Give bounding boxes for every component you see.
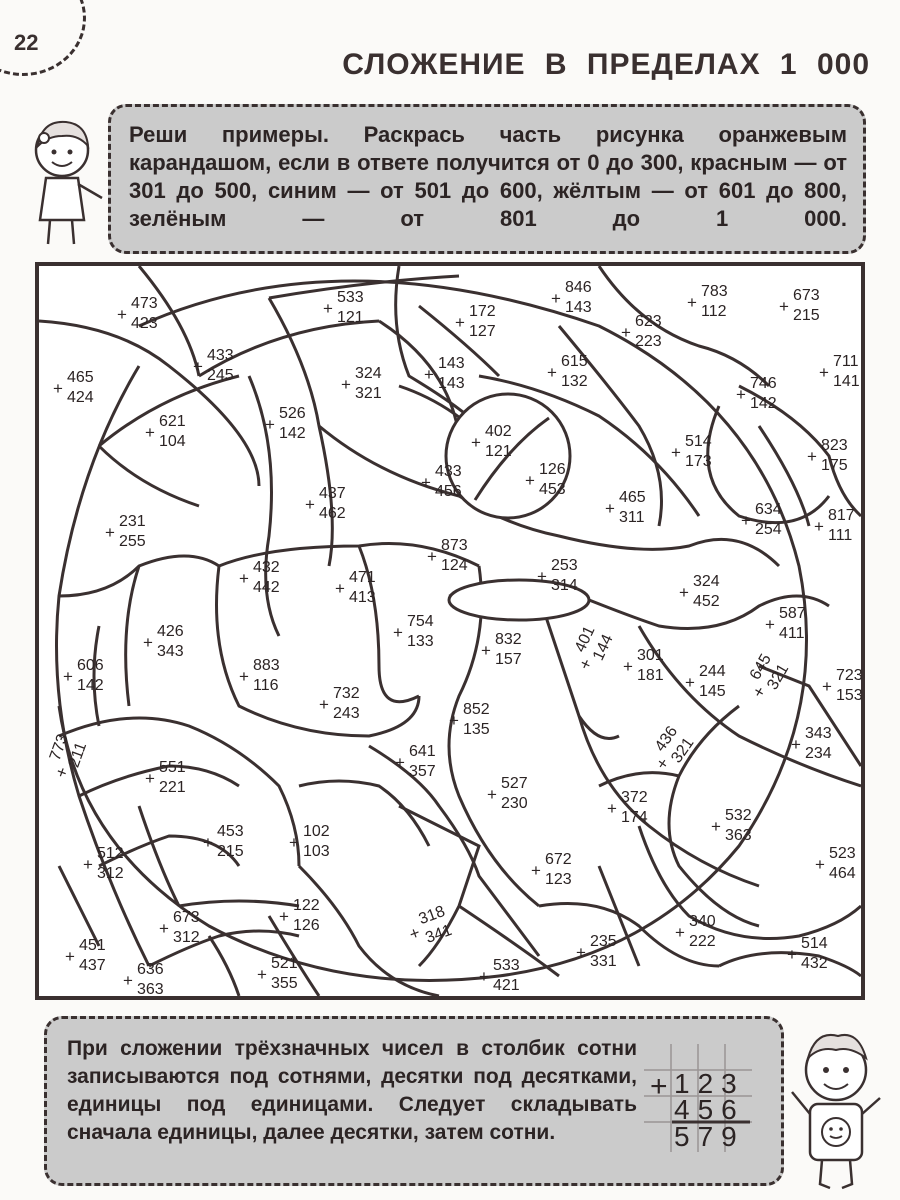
plus-sign: + xyxy=(427,547,437,566)
addition-exercise xyxy=(736,374,792,418)
first-addend: 523 xyxy=(829,845,856,862)
first-addend: 527 xyxy=(501,775,528,792)
second-addend: 413 xyxy=(349,589,376,606)
girl-illustration xyxy=(22,112,112,252)
second-addend: 141 xyxy=(833,373,860,390)
plus-sign: + xyxy=(537,567,547,586)
plus-sign: + xyxy=(787,945,797,964)
second-addend: 363 xyxy=(137,981,164,998)
addition-exercise xyxy=(487,774,543,818)
boy-illustration xyxy=(786,1018,886,1194)
second-addend: 121 xyxy=(337,309,364,326)
second-addend: 127 xyxy=(469,323,496,340)
addition-exercise xyxy=(239,558,295,602)
addition-exercise xyxy=(455,302,511,346)
plus-sign: + xyxy=(807,447,817,466)
first-addend: 453 xyxy=(217,823,244,840)
first-addend: 231 xyxy=(119,513,146,530)
addition-exercise xyxy=(395,742,451,786)
addition-exercise xyxy=(551,278,607,322)
second-addend: 111 xyxy=(828,527,853,544)
second-addend: 145 xyxy=(699,683,726,700)
second-addend: 157 xyxy=(495,651,522,668)
second-addend: 175 xyxy=(821,457,848,474)
first-addend: 451 xyxy=(79,937,106,954)
second-addend: 142 xyxy=(279,425,306,442)
plus-sign: + xyxy=(819,363,829,382)
addition-exercise xyxy=(305,484,361,528)
addition-exercise xyxy=(143,622,199,666)
addition-exercise xyxy=(335,568,391,612)
column-plus-sign: + xyxy=(650,1070,668,1103)
plus-sign: + xyxy=(815,855,825,874)
plus-sign: + xyxy=(525,471,535,490)
addition-exercise xyxy=(145,758,201,802)
instruction-box xyxy=(108,104,866,254)
second-addend: 211 xyxy=(65,740,91,770)
second-addend: 423 xyxy=(131,315,158,332)
addition-exercise xyxy=(525,460,581,504)
plus-sign: + xyxy=(814,517,824,536)
addition-exercise xyxy=(741,500,797,544)
addition-exercise xyxy=(547,352,603,396)
plus-sign: + xyxy=(623,657,633,676)
first-addend: 551 xyxy=(159,759,186,776)
plus-sign: + xyxy=(203,833,213,852)
second-addend: 312 xyxy=(97,865,124,882)
second-addend: 331 xyxy=(590,953,617,970)
addition-exercise xyxy=(83,844,139,888)
plus-sign: + xyxy=(319,695,329,714)
addition-exercise xyxy=(814,506,870,550)
first-addend: 846 xyxy=(565,279,592,296)
plus-sign: + xyxy=(257,965,267,984)
addition-exercise xyxy=(623,646,679,690)
plus-sign: + xyxy=(143,633,153,652)
plus-sign: + xyxy=(449,711,459,730)
addition-exercise xyxy=(471,422,527,466)
instruction-text: Реши примеры. Раскрась часть рисунка оранжевым карандашом, если в ответе получится от 0 до 300, красным — от 301 до 500, синим — от 501 до 600, жёлтым — от 601 до 800, зелёным — от 801 до 1 000. xyxy=(129,122,847,231)
plus-sign: + xyxy=(551,289,561,308)
second-addend: 312 xyxy=(173,929,200,946)
second-addend: 343 xyxy=(157,643,184,660)
plus-sign: + xyxy=(53,379,63,398)
plus-sign: + xyxy=(481,641,491,660)
addition-exercise xyxy=(576,932,632,976)
addition-exercise xyxy=(63,656,119,700)
second-addend: 143 xyxy=(438,375,465,392)
second-addend: 311 xyxy=(619,509,645,526)
addition-exercise xyxy=(671,432,727,476)
plus-sign: + xyxy=(607,799,617,818)
plus-sign: + xyxy=(323,299,333,318)
first-addend: 465 xyxy=(619,489,646,506)
second-addend: 363 xyxy=(725,827,752,844)
second-addend: 452 xyxy=(693,593,720,610)
first-addend: 672 xyxy=(545,851,572,868)
second-addend: 223 xyxy=(635,333,662,350)
addition-exercise xyxy=(427,536,483,580)
plus-sign: + xyxy=(406,922,423,945)
column-sum: 579 xyxy=(674,1121,745,1152)
addition-exercise xyxy=(159,908,215,952)
second-addend: 341 xyxy=(423,921,455,947)
second-addend: 123 xyxy=(545,871,572,888)
column-addition-example xyxy=(644,1044,752,1152)
second-addend: 421 xyxy=(493,977,520,994)
first-addend: 437 xyxy=(319,485,346,502)
plus-sign: + xyxy=(51,764,73,781)
addition-exercise xyxy=(319,684,375,728)
plus-sign: + xyxy=(279,907,289,926)
addition-exercise xyxy=(105,512,161,556)
addition-exercise xyxy=(145,412,201,456)
first-addend: 318 xyxy=(416,903,448,929)
plus-sign: + xyxy=(455,313,465,332)
first-addend: 732 xyxy=(333,685,360,702)
plus-sign: + xyxy=(687,293,697,312)
second-addend: 234 xyxy=(805,745,832,762)
first-addend: 615 xyxy=(561,353,588,370)
addition-exercise xyxy=(193,346,249,390)
second-addend: 437 xyxy=(79,957,106,974)
addition-exercise xyxy=(531,850,587,894)
second-addend: 230 xyxy=(501,795,528,812)
first-addend: 324 xyxy=(693,573,720,590)
addition-exercise xyxy=(815,844,871,888)
addition-exercise xyxy=(607,788,663,832)
plus-sign: + xyxy=(736,385,746,404)
first-addend: 606 xyxy=(77,657,104,674)
second-addend: 215 xyxy=(793,307,820,324)
second-addend: 144 xyxy=(589,631,617,664)
first-addend: 641 xyxy=(409,743,436,760)
plus-sign: + xyxy=(685,673,695,692)
plus-sign: + xyxy=(424,365,434,384)
second-addend: 411 xyxy=(779,625,805,642)
first-addend: 723 xyxy=(836,667,863,684)
plus-sign: + xyxy=(605,499,615,518)
first-addend: 636 xyxy=(137,961,164,978)
plus-sign: + xyxy=(765,615,775,634)
addition-exercise xyxy=(257,954,313,998)
column-top-number: 123 xyxy=(674,1068,745,1099)
first-addend: 533 xyxy=(337,289,364,306)
second-addend: 124 xyxy=(441,557,468,574)
addition-exercise xyxy=(289,822,345,866)
addition-exercise xyxy=(265,404,321,448)
first-addend: 465 xyxy=(67,369,94,386)
addition-exercise xyxy=(53,368,109,412)
plus-sign: + xyxy=(748,682,770,701)
first-addend: 512 xyxy=(97,845,124,862)
second-addend: 453 xyxy=(539,481,566,498)
first-addend: 235 xyxy=(590,933,617,950)
plus-sign: + xyxy=(117,305,127,324)
plus-sign: + xyxy=(145,423,155,442)
addition-exercise xyxy=(341,364,397,408)
plus-sign: + xyxy=(305,495,315,514)
plus-sign: + xyxy=(574,655,597,673)
second-addend: 321 xyxy=(764,661,793,693)
second-addend: 181 xyxy=(637,667,664,684)
first-addend: 436 xyxy=(651,723,682,755)
first-addend: 832 xyxy=(495,631,522,648)
plus-sign: + xyxy=(679,583,689,602)
addition-exercise xyxy=(123,960,179,1004)
second-addend: 424 xyxy=(67,389,94,406)
second-addend: 221 xyxy=(159,779,186,796)
first-addend: 172 xyxy=(469,303,496,320)
second-addend: 143 xyxy=(565,299,592,316)
plus-sign: + xyxy=(193,357,203,376)
plus-sign: + xyxy=(239,569,249,588)
first-addend: 746 xyxy=(750,375,777,392)
first-addend: 372 xyxy=(621,789,648,806)
plus-sign: + xyxy=(335,579,345,598)
first-addend: 634 xyxy=(755,501,782,518)
plus-sign: + xyxy=(711,817,721,836)
first-addend: 126 xyxy=(539,461,566,478)
first-addend: 526 xyxy=(279,405,306,422)
plus-sign: + xyxy=(471,433,481,452)
first-addend: 711 xyxy=(833,353,859,370)
second-addend: 153 xyxy=(836,687,863,704)
second-addend: 357 xyxy=(409,763,436,780)
plus-sign: + xyxy=(395,753,405,772)
first-addend: 673 xyxy=(173,909,200,926)
second-addend: 135 xyxy=(463,721,490,738)
addition-exercise xyxy=(117,294,173,338)
plus-sign: + xyxy=(239,667,249,686)
plus-sign: + xyxy=(289,833,299,852)
addition-exercise xyxy=(481,630,537,674)
first-addend: 521 xyxy=(271,955,298,972)
first-addend: 623 xyxy=(635,313,662,330)
plus-sign: + xyxy=(159,919,169,938)
addition-exercise xyxy=(679,572,735,616)
page-title: СЛОЖЕНИЕ В ПРЕДЕЛАХ 1 000 xyxy=(342,48,870,81)
addition-exercise xyxy=(323,288,379,332)
addition-exercise xyxy=(421,462,477,506)
second-addend: 314 xyxy=(551,577,578,594)
plus-sign: + xyxy=(421,473,431,492)
plus-sign: + xyxy=(105,523,115,542)
page-number: 22 xyxy=(14,30,39,55)
addition-exercise xyxy=(779,286,835,330)
column-bottom-number: 456 xyxy=(674,1094,745,1125)
plus-sign: + xyxy=(265,415,275,434)
second-addend: 456 xyxy=(435,483,462,500)
plus-sign: + xyxy=(83,855,93,874)
addition-exercise xyxy=(65,936,121,980)
second-addend: 116 xyxy=(253,677,279,694)
addition-exercise xyxy=(822,666,878,710)
second-addend: 126 xyxy=(293,917,320,934)
first-addend: 343 xyxy=(805,725,832,742)
page-corner-decoration xyxy=(0,0,86,76)
first-addend: 253 xyxy=(551,557,578,574)
first-addend: 587 xyxy=(779,605,806,622)
second-addend: 464 xyxy=(829,865,856,882)
first-addend: 102 xyxy=(303,823,330,840)
plus-sign: + xyxy=(675,923,685,942)
addition-exercise xyxy=(675,912,731,956)
plus-sign: + xyxy=(479,967,489,986)
second-addend: 255 xyxy=(119,533,146,550)
second-addend: 104 xyxy=(159,433,186,450)
second-addend: 142 xyxy=(77,677,104,694)
plus-sign: + xyxy=(576,943,586,962)
rule-text: При сложении трёхзначных чисел в столбик сотни записываются под сотнями, десятки под десятками, единицы под единицами. Следует складывать сначала единицы, далее десятки, затем сотни. xyxy=(67,1037,637,1144)
first-addend: 773 xyxy=(46,732,72,764)
plus-sign: + xyxy=(531,861,541,880)
second-addend: 243 xyxy=(333,705,360,722)
first-addend: 324 xyxy=(355,365,382,382)
first-addend: 852 xyxy=(463,701,490,718)
second-addend: 254 xyxy=(755,521,782,538)
plus-sign: + xyxy=(822,677,832,696)
addition-exercise xyxy=(791,724,847,768)
second-addend: 142 xyxy=(750,395,777,412)
addition-exercise xyxy=(685,662,741,706)
plus-sign: + xyxy=(621,323,631,342)
second-addend: 321 xyxy=(355,385,382,402)
plus-sign: + xyxy=(145,769,155,788)
first-addend: 433 xyxy=(207,347,234,364)
first-addend: 873 xyxy=(441,537,468,554)
first-addend: 673 xyxy=(793,287,820,304)
addition-exercise xyxy=(479,956,535,1000)
first-addend: 532 xyxy=(725,807,752,824)
second-addend: 245 xyxy=(207,367,234,384)
plus-sign: + xyxy=(65,947,75,966)
second-addend: 173 xyxy=(685,453,712,470)
plus-sign: + xyxy=(63,667,73,686)
addition-exercise xyxy=(787,934,843,978)
first-addend: 823 xyxy=(821,437,848,454)
addition-exercise xyxy=(449,700,505,744)
first-addend: 783 xyxy=(701,283,728,300)
second-addend: 133 xyxy=(407,633,434,650)
first-addend: 514 xyxy=(685,433,712,450)
first-addend: 401 xyxy=(571,623,599,655)
first-addend: 514 xyxy=(801,935,828,952)
addition-exercise xyxy=(687,282,743,326)
first-addend: 817 xyxy=(828,507,855,524)
first-addend: 621 xyxy=(159,413,186,430)
first-addend: 426 xyxy=(157,623,184,640)
plus-sign: + xyxy=(393,623,403,642)
plus-sign: + xyxy=(652,754,674,774)
second-addend: 355 xyxy=(271,975,298,992)
addition-exercise xyxy=(203,822,259,866)
second-addend: 442 xyxy=(253,579,280,596)
addition-exercise xyxy=(279,896,335,940)
plus-sign: + xyxy=(671,443,681,462)
plus-sign: + xyxy=(547,363,557,382)
addition-exercise xyxy=(807,436,863,480)
plus-sign: + xyxy=(487,785,497,804)
second-addend: 432 xyxy=(801,955,828,972)
second-addend: 112 xyxy=(701,303,727,320)
second-addend: 222 xyxy=(689,933,716,950)
first-addend: 301 xyxy=(637,647,664,664)
first-addend: 645 xyxy=(746,651,775,683)
plus-sign: + xyxy=(123,971,133,990)
addition-exercise xyxy=(239,656,295,700)
coloring-puzzle xyxy=(35,262,865,1000)
second-addend: 462 xyxy=(319,505,346,522)
addition-exercise xyxy=(393,612,449,656)
second-addend: 132 xyxy=(561,373,588,390)
first-addend: 883 xyxy=(253,657,280,674)
first-addend: 122 xyxy=(293,897,320,914)
second-addend: 174 xyxy=(621,809,648,826)
first-addend: 471 xyxy=(349,569,376,586)
addition-exercise xyxy=(711,806,767,850)
addition-exercise xyxy=(605,488,661,532)
first-addend: 143 xyxy=(438,355,465,372)
first-addend: 432 xyxy=(253,559,280,576)
first-addend: 340 xyxy=(689,913,716,930)
first-addend: 244 xyxy=(699,663,726,680)
first-addend: 754 xyxy=(407,613,434,630)
second-addend: 215 xyxy=(217,843,244,860)
second-addend: 321 xyxy=(668,734,698,767)
addition-exercise xyxy=(537,556,593,600)
second-addend: 103 xyxy=(303,843,330,860)
addition-exercise xyxy=(819,352,875,396)
second-addend: 121 xyxy=(485,443,512,460)
first-addend: 473 xyxy=(131,295,158,312)
first-addend: 433 xyxy=(435,463,462,480)
addition-exercise xyxy=(621,312,677,356)
first-addend: 533 xyxy=(493,957,520,974)
plus-sign: + xyxy=(791,735,801,754)
plus-sign: + xyxy=(779,297,789,316)
addition-exercise xyxy=(424,354,480,398)
plus-sign: + xyxy=(741,511,751,530)
first-addend: 402 xyxy=(485,423,512,440)
plus-sign: + xyxy=(341,375,351,394)
